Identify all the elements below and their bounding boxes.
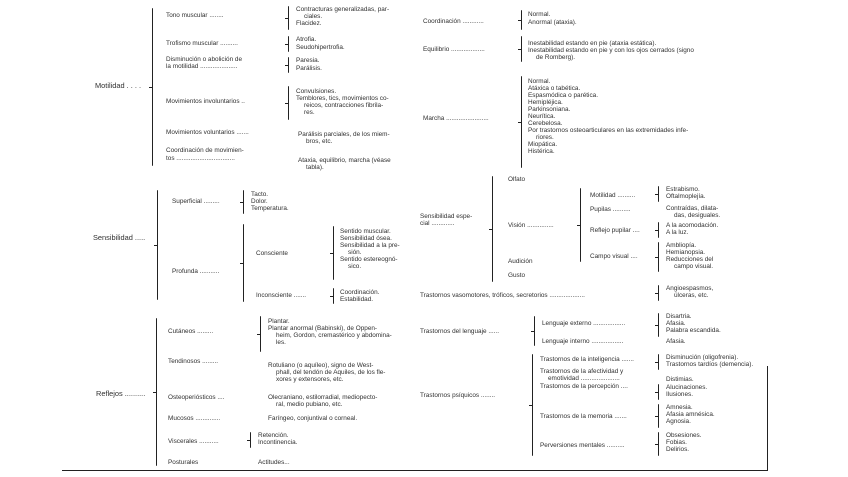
involuntarios-item: res. bbox=[304, 109, 315, 116]
disminucion-bracket bbox=[288, 57, 289, 73]
tendinosos-item: Rotuliano (o aquíleo), signo de West- bbox=[268, 362, 374, 369]
vision-motilidad-item: Estrabismo. bbox=[666, 186, 700, 193]
trofismo-item: Seudohipertrofia. bbox=[296, 44, 345, 51]
sensibilidad-especial-label: Sensibilidad espe- bbox=[420, 213, 473, 220]
coordinacion-item: Normal. bbox=[528, 11, 551, 18]
campo-visual-item: Reducciones del bbox=[666, 256, 714, 263]
marcha-item: Espasmódica o parética. bbox=[528, 92, 598, 99]
trastornos-lenguaje-label: Trastornos del lenguaje ...... bbox=[420, 328, 499, 335]
consciente-item: Sensibilidad a la pre- bbox=[340, 242, 400, 249]
inconsciente-item: Coordinación. bbox=[340, 289, 380, 296]
afectividad-label: emotividad ...................... bbox=[548, 375, 620, 382]
tono-item: ciales. bbox=[304, 13, 323, 20]
voluntarios-item: bros, etc. bbox=[306, 138, 333, 145]
bottom-rule bbox=[62, 470, 768, 471]
cutaneos-label: Cutáneos ......... bbox=[168, 328, 214, 335]
marcha-item: Parkinsoniana. bbox=[528, 106, 571, 113]
vision-motilidad-label: Motilidad .......... bbox=[590, 192, 636, 199]
marcha-item: Normal. bbox=[528, 78, 551, 85]
disminucion-label: Disminución o abolición de bbox=[166, 56, 243, 63]
consciente-item: Sentido muscular. bbox=[340, 228, 391, 235]
perversiones-item: Fobias. bbox=[666, 439, 687, 446]
involuntarios-bracket bbox=[288, 86, 289, 120]
pupilas-item: das, desiguales. bbox=[674, 212, 721, 219]
superficial-label: Superficial ......... bbox=[172, 198, 220, 205]
consciente-item: sico. bbox=[348, 263, 362, 270]
voluntarios-item: Parálisis parciales, de los miem- bbox=[298, 131, 390, 138]
psiquicos-bracket bbox=[532, 354, 533, 456]
posturales-item: Actitudes... bbox=[258, 459, 290, 466]
profunda-bracket bbox=[243, 224, 244, 302]
coordinacion-item: Ataxia, equilibrio, marcha (véase bbox=[298, 157, 391, 164]
inteligencia-item: Disminución (oligofrenia). bbox=[666, 354, 739, 361]
afectividad-label: Trastornos de la afectividad y bbox=[540, 368, 624, 375]
perversiones-item: Obsesiones. bbox=[666, 432, 702, 439]
lenguaje-externo-label: Lenguaje externo .................. bbox=[542, 320, 626, 327]
consciente-item: Sentido estereognó- bbox=[340, 256, 398, 263]
marcha-label: Marcha ........................ bbox=[423, 115, 489, 122]
percepcion-item: Ilusiones. bbox=[666, 391, 693, 398]
superficial-bracket bbox=[243, 190, 244, 214]
perversiones-label: Perversiones mentales .......... bbox=[540, 442, 625, 449]
coordinacion-item: Anormal (ataxia). bbox=[528, 19, 577, 26]
marcha-item: Atáxica o tabética. bbox=[528, 85, 581, 92]
inteligencia-bracket bbox=[658, 354, 659, 370]
reflejo-pupilar-item: A la acomodación. bbox=[666, 222, 719, 229]
equilibrio-item: Inestabilidad estando en pie (ataxia estática). bbox=[528, 40, 657, 47]
marcha-item: Histérica. bbox=[528, 148, 555, 155]
viscerales-bracket bbox=[250, 432, 251, 448]
memoria-item: Amnesia. bbox=[666, 404, 693, 411]
consciente-bracket bbox=[333, 226, 334, 280]
motilidad-bracket bbox=[152, 8, 153, 166]
cutaneos-item: heim, Gordon, cremastérico y abdomina- bbox=[276, 332, 392, 339]
tendinosos-item: xores y extensores, etc. bbox=[276, 376, 344, 383]
vasomotores-item: úlceras, etc. bbox=[674, 292, 709, 299]
cutaneos-bracket bbox=[260, 316, 261, 352]
inconsciente-bracket bbox=[333, 288, 334, 304]
pupilas-label: Pupilas .......... bbox=[590, 206, 631, 213]
coordinacion-item: tabla). bbox=[306, 164, 324, 171]
profunda-label: Profunda ........... bbox=[172, 268, 220, 275]
vision-motilidad-bracket bbox=[658, 186, 659, 202]
consciente-item: sión. bbox=[348, 249, 362, 256]
motilidad-heading: Motilidad . . . . bbox=[95, 81, 142, 90]
memoria-item: Afasia amnésica. bbox=[666, 411, 715, 418]
inteligencia-item: Trastornos tardíos (demencia). bbox=[666, 361, 754, 368]
movimientos-involuntarios-label: Movimientos involuntarios .. bbox=[166, 98, 245, 105]
disminucion-label: la motilidad ..................... bbox=[166, 63, 238, 70]
reflejos-bracket bbox=[156, 318, 157, 466]
memoria-label: Trastornos de la memoria ....... bbox=[540, 413, 627, 420]
coordinacion-movimientos-label: Coordinación de movimien- bbox=[166, 147, 244, 154]
vision-bracket bbox=[580, 188, 581, 262]
trofismo-bracket bbox=[288, 36, 289, 52]
superficial-item: Dolor. bbox=[251, 198, 268, 205]
consciente-item: Sensibilidad ósea. bbox=[340, 235, 392, 242]
campo-visual-bracket bbox=[658, 242, 659, 272]
lenguaje-externo-item: Afasia. bbox=[666, 320, 686, 327]
sentidos-bracket bbox=[492, 176, 493, 282]
lenguaje-bracket bbox=[534, 316, 535, 346]
marcha-item: Cerebelosa. bbox=[528, 120, 563, 127]
tono-muscular-label: Tono muscular ........ bbox=[166, 12, 224, 19]
campo-visual-item: campo visual. bbox=[674, 263, 714, 270]
memoria-item: Agnosia. bbox=[666, 418, 691, 425]
tono-item: Contracturas generalizadas, par- bbox=[296, 6, 390, 13]
movimientos-voluntarios-label: Movimientos voluntarios ....... bbox=[166, 129, 249, 136]
campo-visual-item: Ambliopía. bbox=[666, 242, 697, 249]
sensibilidad-especial-label: cial ............. bbox=[420, 220, 455, 227]
afectividad-item: Distimias. bbox=[666, 376, 694, 383]
vision-motilidad-item: Oftalmoplejía. bbox=[666, 193, 706, 200]
superficial-item: Tacto. bbox=[251, 191, 269, 198]
coordinacion-label: Coordinación ............ bbox=[423, 18, 484, 25]
cutaneos-item: les. bbox=[276, 339, 286, 346]
superficial-item: Temperatura. bbox=[251, 205, 289, 212]
pupilas-item: Contraídas, dilata- bbox=[666, 205, 719, 212]
disminucion-item: Paresia. bbox=[296, 57, 320, 64]
viscerales-item: Incontinencia. bbox=[258, 439, 298, 446]
percepcion-item: Alucinaciones. bbox=[666, 384, 708, 391]
coordinacion-bracket bbox=[521, 10, 522, 30]
inteligencia-label: Trastornos de la inteligencia ....... bbox=[540, 356, 634, 363]
consciente-label: Consciente bbox=[256, 250, 288, 257]
involuntarios-item: Temblores, tics, movimientos co- bbox=[296, 95, 389, 102]
lenguaje-externo-bracket bbox=[658, 313, 659, 337]
tono-bracket bbox=[288, 6, 289, 30]
viscerales-item: Retención. bbox=[258, 432, 289, 439]
reflejo-pupilar-item: A la luz. bbox=[666, 229, 689, 236]
marcha-item: Hemipléjica. bbox=[528, 99, 563, 106]
cutaneos-item: Plantar anormal (Babinski), de Oppen- bbox=[268, 325, 378, 332]
perversiones-bracket bbox=[658, 432, 659, 456]
marcha-item: riores. bbox=[536, 134, 554, 141]
equilibrio-item: Inestabilidad estando en pie y con los ojos cerrados (signo bbox=[528, 47, 694, 54]
mucosos-label: Mucosos .............. bbox=[168, 415, 221, 422]
lenguaje-externo-item: Disartria. bbox=[666, 313, 692, 320]
osteoperiosticos-item: ral, medio pubiano, etc. bbox=[276, 401, 343, 408]
lenguaje-interno-item: Afasia. bbox=[666, 338, 686, 345]
vasomotores-item: Angioespasmos, bbox=[666, 285, 714, 292]
tendinosos-item: phall, del tendón de Aquiles, de los fle- bbox=[276, 369, 386, 376]
marcha-item: Neurítica. bbox=[528, 113, 556, 120]
disminucion-item: Parálisis. bbox=[296, 65, 322, 72]
sensibilidad-bracket bbox=[157, 190, 158, 300]
inconsciente-label: Inconsciente ....... bbox=[256, 292, 307, 299]
trastornos-psiquicos-label: Trastornos psíquicos ........ bbox=[420, 392, 496, 399]
campo-visual-item: Hemianopsia. bbox=[666, 249, 706, 256]
lenguaje-externo-item: Palabra escandida. bbox=[666, 327, 721, 334]
audicion-label: Audición bbox=[508, 258, 533, 265]
sensibilidad-heading: Sensibilidad ..... bbox=[93, 233, 146, 242]
lenguaje-interno-label: Lenguaje interno .................. bbox=[542, 338, 624, 345]
percepcion-label: Trastornos de la percepción .... bbox=[540, 383, 628, 390]
tendinosos-label: Tendinosos ......... bbox=[168, 358, 219, 365]
percepcion-bracket bbox=[658, 384, 659, 400]
coordinacion-movimientos-label: tos ................................. bbox=[166, 155, 235, 162]
equilibrio-item: de Romberg). bbox=[536, 54, 576, 61]
reflejos-heading: Reflejos .......... bbox=[96, 389, 146, 398]
mucosos-item: Faríngeo, conjuntival o corneal. bbox=[268, 415, 358, 422]
reflejo-pupilar-label: Reflejo pupilar .... bbox=[590, 227, 640, 234]
trastornos-vasomotores-label: Trastornos vasomotores, tróficos, secretorios .................... bbox=[420, 292, 585, 299]
inconsciente-item: Estabilidad. bbox=[340, 296, 374, 303]
olfato-label: Olfato bbox=[508, 176, 526, 183]
cutaneos-item: Plantar. bbox=[268, 318, 290, 325]
campo-visual-label: Campo visual .... bbox=[590, 253, 638, 260]
memoria-bracket bbox=[658, 404, 659, 428]
right-edge-rule bbox=[767, 366, 768, 470]
trofismo-label: Trofismo muscular .......... bbox=[166, 40, 238, 47]
marcha-item: Miopática. bbox=[528, 141, 558, 148]
perversiones-item: Delirios. bbox=[666, 446, 690, 453]
equilibrio-label: Equilibrio ................... bbox=[423, 46, 485, 53]
marcha-item: Por trastornos osteoarticulares en las extremidades infe- bbox=[528, 127, 689, 134]
vasomotores-bracket bbox=[658, 285, 659, 301]
marcha-bracket bbox=[521, 76, 522, 168]
osteoperiosticos-item: Olecraniano, estilorradial, mediopecto- bbox=[268, 394, 378, 401]
involuntarios-item: Convulsiones. bbox=[296, 88, 337, 95]
involuntarios-item: reicos, contracciones fibrila- bbox=[304, 102, 384, 109]
gusto-label: Gusto bbox=[508, 272, 526, 279]
vision-label: Visión ............... bbox=[508, 222, 554, 229]
osteoperiosticos-label: Osteoperiósticos .... bbox=[168, 394, 225, 401]
tono-item: Flacidez. bbox=[296, 20, 322, 27]
viscerales-label: Viscerales ........... bbox=[168, 438, 219, 445]
trofismo-item: Atrofia. bbox=[296, 36, 317, 43]
posturales-label: Posturales bbox=[168, 459, 199, 466]
reflejo-pupilar-bracket bbox=[658, 222, 659, 238]
equilibrio-bracket bbox=[521, 36, 522, 62]
